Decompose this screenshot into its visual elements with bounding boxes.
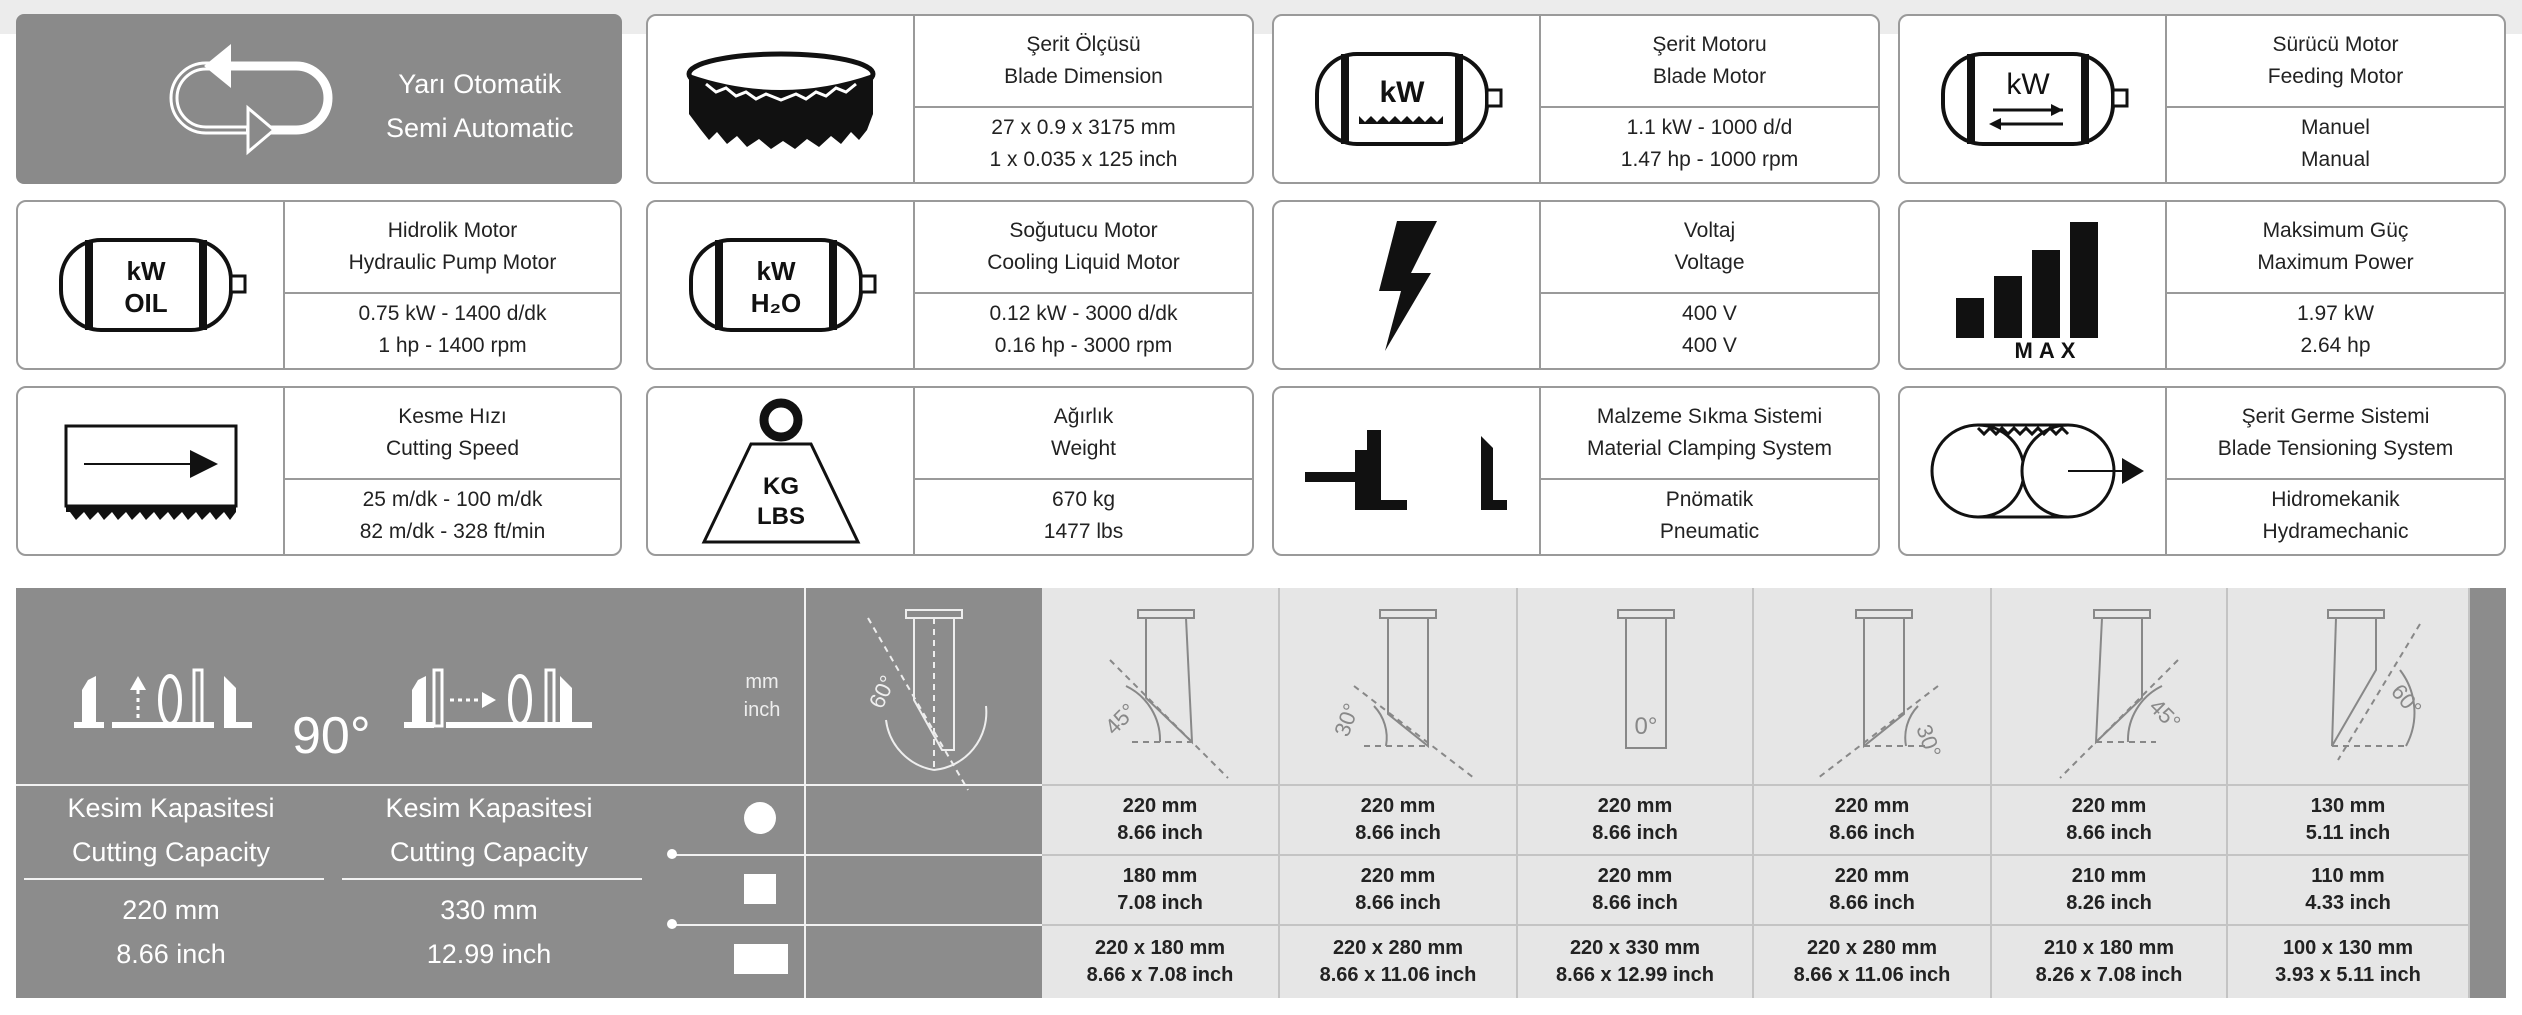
value-metric: 1.1 kW - 1000 d/d: [1626, 116, 1793, 139]
capacity-right-mm: 330 mm: [440, 895, 538, 925]
divider: [342, 878, 642, 880]
value-metric: Pnömatik: [1665, 488, 1754, 511]
label-en: Feeding Motor: [2267, 65, 2404, 88]
value-imperial: 2.64 hp: [2300, 334, 2371, 357]
label-tr: Hidrolik Motor: [387, 219, 518, 242]
value-imperial: 0.16 hp - 3000 rpm: [994, 334, 1173, 357]
round-profile-icon: [744, 802, 776, 834]
mode-line-en: Semi Automatic: [386, 113, 574, 143]
cell-rect-45-right: 210 x 180 mm 8.26 x 7.08 inch: [2035, 937, 2183, 986]
spec-value: [283, 478, 620, 554]
power-bars-icon: [1900, 202, 2165, 368]
capacity-left: [16, 786, 326, 874]
divider: [24, 878, 324, 880]
value-imperial: 1 x 0.035 x 125 inch: [989, 148, 1178, 171]
label-en: Material Clamping System: [1586, 437, 1833, 460]
angle-text: 45°: [1099, 698, 1142, 740]
spec-card-tensioning: [1898, 386, 2506, 556]
spec-value: [1539, 106, 1878, 182]
value-metric: 25 m/dk - 100 m/dk: [362, 488, 543, 511]
angle-text: 30°: [1329, 699, 1365, 740]
spec-value: [913, 106, 1252, 182]
square-profile-icon: [744, 874, 776, 904]
spec-value: [283, 292, 620, 368]
capacity-left-title-en: Cutting Capacity: [71, 837, 271, 867]
cutting-speed-icon: [18, 388, 283, 554]
cell-square-60-right: 110 mm 4.33 inch: [2305, 865, 2391, 914]
spec-value: [913, 292, 1252, 368]
label-tr: Şerit Ölçüsü: [1026, 33, 1141, 56]
angle-text: 60°: [2386, 679, 2427, 721]
right-edge-bar: [2470, 588, 2506, 998]
cycle-arrows-icon: [146, 36, 366, 166]
label-en: Maximum Power: [2257, 251, 2414, 274]
capacity-right-values: [334, 888, 644, 976]
spec-card-feeding-motor: [1898, 14, 2506, 184]
angle-text: 0°: [1634, 713, 1658, 740]
value-metric: 400 V: [1682, 302, 1737, 325]
label-en: Cutting Speed: [385, 437, 520, 460]
spec-card-max-power: [1898, 200, 2506, 370]
units-label: [732, 668, 792, 724]
spec-value: [1539, 292, 1878, 368]
h2o-text: H₂O: [750, 288, 801, 318]
cell-round-45-left: 220 mm 8.66 inch: [1117, 795, 1203, 844]
spec-label: [2165, 202, 2504, 294]
cell-round-45-right: 220 mm 8.66 inch: [2066, 795, 2152, 844]
tensioning-icon: [1900, 388, 2165, 554]
value-imperial: 1477 lbs: [1043, 520, 1124, 543]
angle-diagram-30-right-icon: [1808, 610, 1958, 780]
spec-card-cooling-motor: [646, 200, 1254, 370]
angle-diagram-45-right-icon: [2046, 610, 2196, 780]
label-tr: Kesme Hızı: [398, 405, 507, 428]
lightning-icon: [1274, 202, 1539, 368]
spec-card-weight: [646, 386, 1254, 556]
oil-text: OIL: [123, 288, 168, 318]
label-en: Hydraulic Pump Motor: [348, 251, 557, 274]
value-metric: 1.97 kW: [2296, 302, 2375, 325]
angle-diagram-0-icon: [1572, 610, 1722, 780]
spec-label: [1539, 202, 1878, 294]
value-imperial: 1 hp - 1400 rpm: [378, 334, 527, 357]
kw-text: kW: [126, 256, 165, 286]
clamp-icon: [1274, 388, 1539, 554]
cutting-capacity-panel: [16, 588, 2506, 998]
capacity-right-title-tr: Kesim Kapasitesi: [385, 793, 593, 823]
capacity-left-values: [16, 888, 326, 976]
cell-square-30-left: 220 mm 8.66 inch: [1355, 865, 1441, 914]
cell-round-0: 220 mm 8.66 inch: [1592, 795, 1678, 844]
mode-text: [386, 62, 574, 150]
spec-label: [913, 16, 1252, 108]
max-text: MAX: [2014, 338, 2081, 363]
blade-motor-icon: [1274, 16, 1539, 182]
value-imperial: Manual: [2301, 148, 2370, 171]
label-tr: Şerit Motoru: [1652, 33, 1767, 56]
mode-line-tr: Yarı Otomatik: [398, 69, 562, 99]
label-tr: Ağırlık: [1053, 405, 1114, 428]
spec-label: [1539, 388, 1878, 480]
rectangle-profile-icon: [734, 944, 788, 974]
spec-card-voltage: [1272, 200, 1880, 370]
cell-round-60-right: 130 mm 5.11 inch: [2305, 795, 2391, 844]
label-en: Weight: [1051, 437, 1116, 460]
cell-round-30-left: 220 mm 8.66 inch: [1355, 795, 1441, 844]
capacity-right: [334, 786, 644, 874]
spec-card-cutting-speed: [16, 386, 622, 556]
label-en: Voltage: [1674, 251, 1745, 274]
spec-label: [283, 202, 620, 294]
label-en: Cooling Liquid Motor: [987, 251, 1180, 274]
value-imperial: 400 V: [1682, 334, 1737, 357]
spec-label: [913, 202, 1252, 294]
value-imperial: 1.47 hp - 1000 rpm: [1620, 148, 1799, 171]
value-imperial: 82 m/dk - 328 ft/min: [359, 520, 546, 543]
capacity-left-title-tr: Kesim Kapasitesi: [67, 793, 275, 823]
value-metric: 27 x 0.9 x 3175 mm: [991, 116, 1176, 139]
spec-card-clamping: [1272, 386, 1880, 556]
value-metric: 670 kg: [1051, 488, 1116, 511]
horizontal-feed-vise-icon: [404, 660, 594, 740]
kw-text: kW: [1379, 76, 1424, 109]
value-metric: Manuel: [2301, 116, 2370, 139]
range-angle-text: 60°: [863, 671, 901, 713]
angle-text: 30°: [1911, 721, 1947, 761]
spec-value: [2165, 292, 2504, 368]
spec-label: [913, 388, 1252, 480]
capacity-right-inch: 12.99 inch: [426, 939, 552, 969]
cell-square-0: 220 mm 8.66 inch: [1592, 865, 1678, 914]
label-en: Blade Motor: [1652, 65, 1767, 88]
spec-card-hydraulic-motor: [16, 200, 622, 370]
label-tr: Maksimum Güç: [2262, 219, 2409, 242]
feeding-motor-icon: [1900, 16, 2165, 182]
capacity-right-title-en: Cutting Capacity: [389, 837, 589, 867]
lbs-text: LBS: [756, 503, 805, 530]
cell-square-45-right: 210 mm 8.26 inch: [2066, 865, 2152, 914]
connector-dot: [667, 919, 677, 929]
spec-label: [2165, 16, 2504, 108]
label-tr: Soğutucu Motor: [1009, 219, 1158, 242]
blade-swing-range-icon: [858, 610, 1038, 785]
label-tr: Şerit Germe Sistemi: [2241, 405, 2430, 428]
units-mm: mm: [745, 671, 779, 693]
weight-icon: [648, 388, 913, 554]
semi-automatic-card: [16, 14, 622, 184]
spec-card-blade-motor: [1272, 14, 1880, 184]
value-metric: 0.12 kW - 3000 d/dk: [989, 302, 1178, 325]
label-en: Blade Tensioning System: [2217, 437, 2454, 460]
kw-text: kW: [2005, 68, 2050, 101]
value-imperial: Pneumatic: [1659, 520, 1760, 543]
units-inch: inch: [743, 699, 781, 721]
angle-diagram-45-left-icon: [1092, 610, 1242, 780]
kw-text: kW: [756, 256, 795, 286]
divider: [804, 588, 806, 998]
value-metric: Hidromekanik: [2271, 488, 2400, 511]
cell-square-30-right: 220 mm 8.66 inch: [1829, 865, 1915, 914]
cell-square-45-left: 180 mm 7.08 inch: [1117, 865, 1203, 914]
cell-rect-0: 220 x 330 mm 8.66 x 12.99 inch: [1556, 937, 1714, 986]
connector-dot: [667, 849, 677, 859]
angle-text: 45°: [2144, 693, 2186, 736]
angle-diagram-30-left-icon: [1329, 610, 1484, 780]
cooling-motor-icon: [648, 202, 913, 368]
spec-label: [2165, 388, 2504, 480]
spec-value: [913, 478, 1252, 554]
spec-value: [1539, 478, 1878, 554]
divider: [672, 854, 1042, 856]
blade-ring-icon: [648, 16, 913, 182]
label-tr: Voltaj: [1683, 219, 1736, 242]
spec-value: [2165, 106, 2504, 182]
cell-round-30-right: 220 mm 8.66 inch: [1829, 795, 1915, 844]
vertical-feed-vise-icon: [74, 660, 254, 740]
capacity-left-inch: 8.66 inch: [116, 939, 226, 969]
label-tr: Sürücü Motor: [2272, 33, 2399, 56]
angle-diagram-60-right-icon: [2280, 610, 2430, 780]
spec-label: [283, 388, 620, 480]
hydraulic-motor-icon: [18, 202, 283, 368]
kg-text: KG: [762, 473, 799, 500]
divider: [672, 924, 1042, 926]
spec-card-blade-dimension: [646, 14, 1254, 184]
spec-value: [2165, 478, 2504, 554]
capacity-left-mm: 220 mm: [122, 895, 220, 925]
cell-rect-45-left: 220 x 180 mm 8.66 x 7.08 inch: [1086, 937, 1234, 986]
spec-label: [1539, 16, 1878, 108]
value-metric: 0.75 kW - 1400 d/dk: [358, 302, 547, 325]
cell-rect-60-right: 100 x 130 mm 3.93 x 5.11 inch: [2275, 937, 2421, 986]
value-imperial: Hydramechanic: [2262, 520, 2409, 543]
label-tr: Malzeme Sıkma Sistemi: [1596, 405, 1823, 428]
label-en: Blade Dimension: [1004, 65, 1163, 88]
angle-90-label: 90°: [292, 707, 371, 765]
cell-rect-30-right: 220 x 280 mm 8.66 x 11.06 inch: [1793, 937, 1951, 986]
cell-rect-30-left: 220 x 280 mm 8.66 x 11.06 inch: [1319, 937, 1477, 986]
